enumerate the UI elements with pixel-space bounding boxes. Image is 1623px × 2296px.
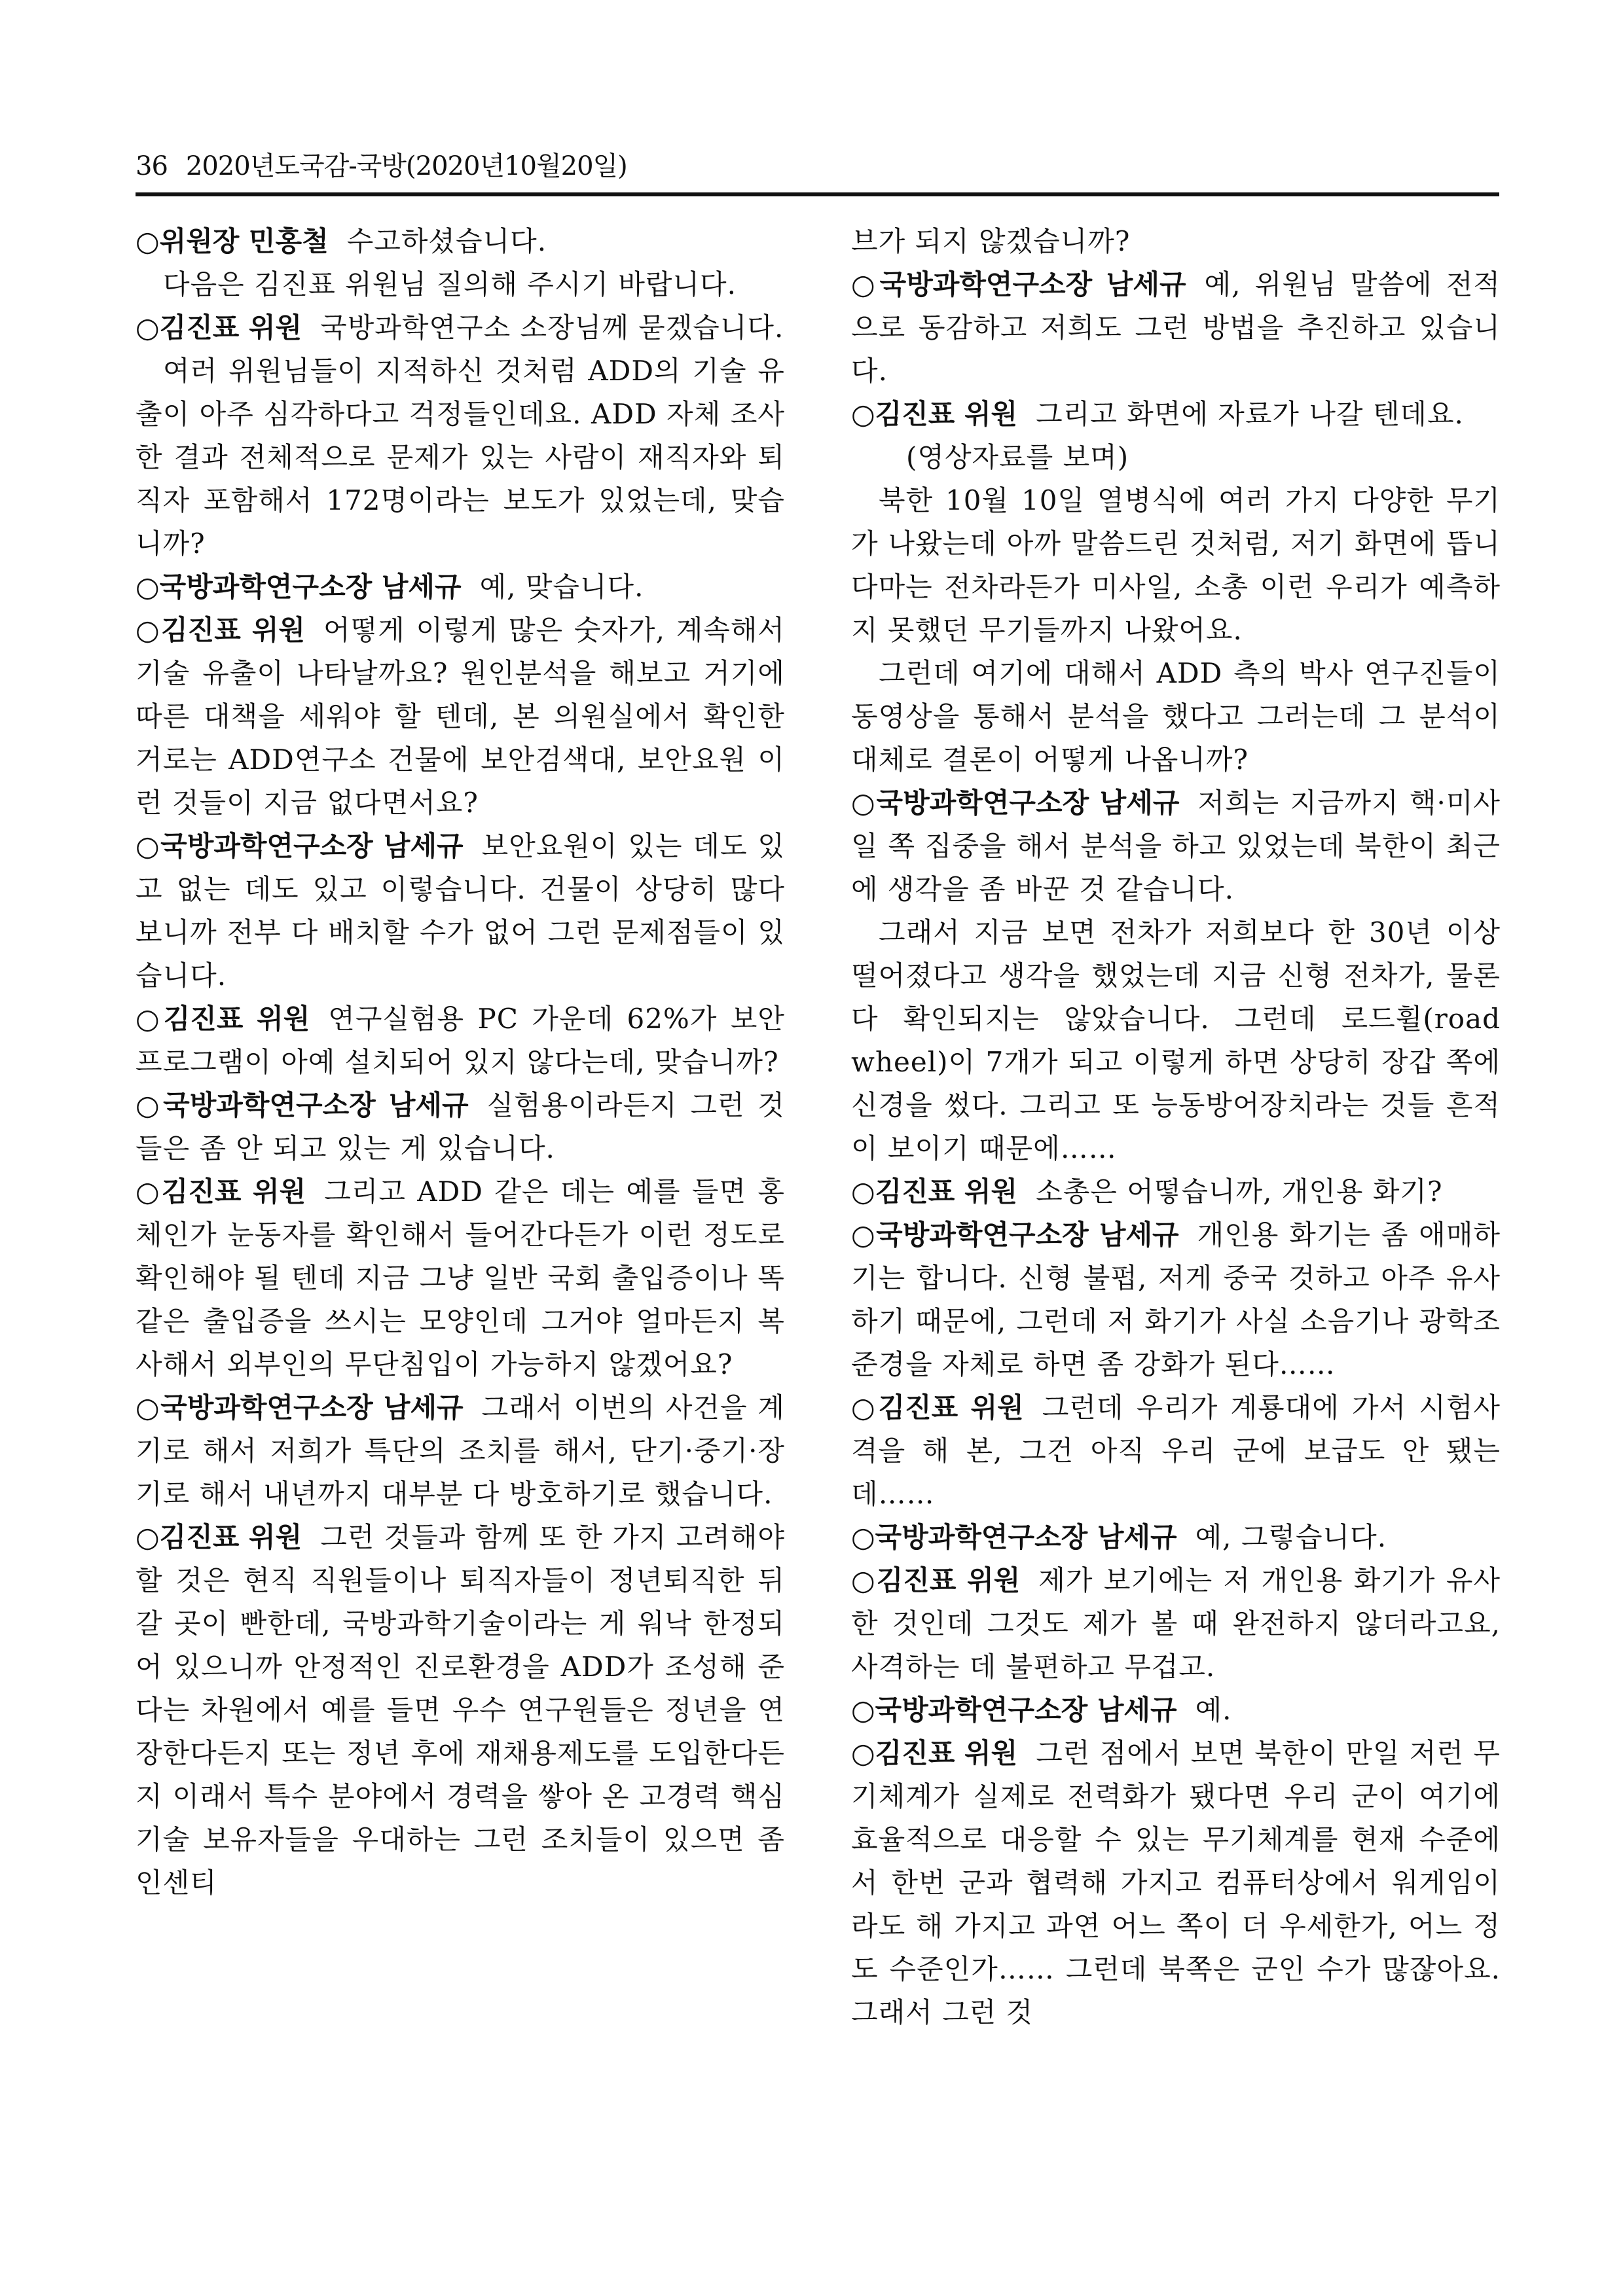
speech-entry bbox=[851, 393, 1501, 436]
speech-text: 그리고 화면에 자료가 나갈 텐데요. bbox=[1036, 398, 1464, 430]
speech-text: 그리고 ADD 같은 데는 예를 들면 홍체인가 눈동자를 확인해서 들어간다든가 이런 정도로 확인해야 될 텐데 지금 그냥 일반 국회 출입증이나 똑같은 출입증을 쓰시는 모양인데 그거야 얼마든지 복사해서 외부인의 무단침입이 가능하지 않겠어요? bbox=[136, 1175, 785, 1380]
speech-text: 다음은 김진표 위원님 질의해 주시기 바랍니다. bbox=[163, 268, 737, 300]
speech-text: 소총은 어떻습니까, 개인용 화기? bbox=[1036, 1175, 1443, 1208]
speech-entry bbox=[136, 609, 785, 825]
speech-entry bbox=[136, 306, 785, 350]
paragraph bbox=[136, 350, 785, 565]
speech-text: 여러 위원님들이 지적하신 것처럼 ADD의 기술 유출이 아주 심각하다고 걱정들인데요. ADD 자체 조사한 결과 전체적으로 문제가 있는 사람이 재직자와 퇴직자 포함해서 172명이라는 보도가 있었는데, 맞습니까? bbox=[136, 355, 785, 560]
paragraph bbox=[851, 652, 1501, 781]
speech-text: 예, 그렇습니다. bbox=[1195, 1521, 1387, 1553]
speech-entry bbox=[136, 1170, 785, 1386]
speech-text: 그래서 이번의 사건을 계기로 해서 저희가 특단의 조치를 해서, 단기·중기·장기로 해서 내년까지 대부분 다 방호하기로 했습니다. bbox=[136, 1391, 785, 1510]
speaker-name: ○국방과학연구소장 남세규 bbox=[851, 1694, 1177, 1726]
speech-text: 제가 보기에는 저 개인용 화기가 유사한 것인데 그것도 제가 볼 때 완전하지 않더라고요, 사격하는 데 불편하고 무겁고. bbox=[851, 1564, 1501, 1683]
speech-entry bbox=[851, 1559, 1501, 1689]
paragraph bbox=[851, 436, 1501, 479]
paragraph bbox=[851, 911, 1501, 1170]
speech-text: 연구실험용 PC 가운데 62%가 보안프로그램이 아예 설치되어 있지 않다는데, 맞습니까? bbox=[136, 1003, 785, 1078]
speech-entry bbox=[136, 997, 785, 1084]
speaker-name: ○위원장 민홍철 bbox=[136, 225, 329, 257]
speech-entry bbox=[851, 1689, 1501, 1732]
speech-entry bbox=[851, 1213, 1501, 1386]
speech-text: 그런데 여기에 대해서 ADD 측의 박사 연구진들이 동영상을 통해서 분석을 했다고 그러는데 그 분석이 대체로 결론이 어떻게 나옵니까? bbox=[851, 657, 1501, 776]
speech-text: 국방과학연구소 소장님께 묻겠습니다. bbox=[320, 312, 784, 344]
speech-text: 브가 되지 않겠습니까? bbox=[851, 225, 1131, 257]
speech-text: 예, 맞습니다. bbox=[479, 571, 644, 603]
speech-text: 보안요원이 있는 데도 있고 없는 데도 있고 이렇습니다. 건물이 상당히 많다 보니까 전부 다 배치할 수가 없어 그런 문제점들이 있습니다. bbox=[136, 830, 785, 992]
speaker-name: ○김진표 위원 bbox=[851, 1175, 1018, 1208]
left-column bbox=[136, 220, 785, 1905]
speech-entry bbox=[136, 220, 785, 263]
speech-text: (영상자료를 보며) bbox=[906, 441, 1129, 473]
speech-entry bbox=[136, 565, 785, 609]
speech-text: 북한 10월 10일 열병식에 여러 가지 다양한 무기가 나왔는데 아까 말씀드린 것처럼, 저기 화면에 뜹니다마는 전차라든가 미사일, 소총 이런 우리가 예측하지 못했던 무기들까지 나왔어요. bbox=[851, 484, 1501, 646]
paragraph bbox=[851, 220, 1501, 263]
speaker-name: ○김진표 위원 bbox=[136, 614, 305, 646]
speaker-name: ○국방과학연구소장 남세규 bbox=[136, 571, 462, 603]
speech-entry bbox=[851, 1386, 1501, 1516]
speech-entry bbox=[851, 1170, 1501, 1213]
speaker-name: ○국방과학연구소장 남세규 bbox=[851, 1219, 1179, 1251]
speech-entry bbox=[136, 1516, 785, 1905]
speech-text: 개인용 화기는 좀 애매하기는 합니다. 신형 불펍, 저게 중국 것하고 아주 유사하기 때문에, 그런데 저 화기가 사실 소음기나 광학조준경을 자체로 하면 좀 강화가 된다…… bbox=[851, 1219, 1501, 1380]
speech-text: 그래서 지금 보면 전차가 저희보다 한 30년 이상 떨어졌다고 생각을 했었는데 지금 신형 전차가, 물론 다 확인되지는 않았습니다. 그런데 로드휠(road wheel)이 7개가 되고 이렇게 하면 상당히 장갑 쪽에 신경을 썼다. 그리고 또 능동방어장치라는 것들 흔적이 보이기 때문에…… bbox=[851, 916, 1501, 1164]
paragraph bbox=[136, 263, 785, 306]
document-title: 2020년도국감-국방(2020년10월20일) bbox=[185, 151, 627, 181]
running-header bbox=[136, 145, 627, 183]
speaker-name: ○김진표 위원 bbox=[136, 1175, 306, 1208]
speech-entry bbox=[851, 1732, 1501, 2034]
speech-text: 실험용이라든지 그런 것들은 좀 안 되고 있는 게 있습니다. bbox=[136, 1089, 786, 1164]
page-number: 36 bbox=[136, 151, 168, 181]
right-column bbox=[851, 220, 1501, 2034]
speech-text: 저희는 지금까지 핵·미사일 쪽 집중을 해서 분석을 하고 있었는데 북한이 최근에 생각을 좀 바꾼 것 같습니다. bbox=[851, 787, 1501, 905]
header-rule bbox=[136, 192, 1499, 196]
speaker-name: ○국방과학연구소장 남세규 bbox=[136, 1391, 464, 1424]
speech-text: 그런 것들과 함께 또 한 가지 고려해야 할 것은 현직 직원들이나 퇴직자들이 정년퇴직한 뒤 갈 곳이 빤한데, 국방과학기술이라는 게 워낙 한정되어 있으니까 안정적인 진로환경을 ADD가 조성해 준다는 차원에서 예를 들면 우수 연구원들은 정년을 연장한다든지 또는 정년 후에 재채용제도를 도입한다든지 이래서 특수 분야에서 경력을 쌓아 온 고경력 핵심기술 보유자들을 우대하는 그런 조치들이 있으면 좀 인센티 bbox=[136, 1521, 786, 1899]
speaker-name: ○국방과학연구소장 남세규 bbox=[851, 1521, 1177, 1553]
speech-entry bbox=[851, 1516, 1501, 1559]
speaker-name: ○김진표 위원 bbox=[136, 312, 302, 344]
speaker-name: ○김진표 위원 bbox=[136, 1003, 310, 1035]
speaker-name: ○김진표 위원 bbox=[136, 1521, 302, 1553]
speech-entry bbox=[136, 825, 785, 997]
speaker-name: ○김진표 위원 bbox=[851, 398, 1018, 430]
speech-entry bbox=[136, 1386, 785, 1516]
speaker-name: ○김진표 위원 bbox=[851, 1737, 1018, 1769]
speech-text: 그런데 우리가 계룡대에 가서 시험사격을 해 본, 그건 아직 우리 군에 보급도 안 됐는데…… bbox=[851, 1391, 1501, 1510]
speaker-name: ○김진표 위원 bbox=[851, 1564, 1021, 1596]
speaker-name: ○김진표 위원 bbox=[851, 1391, 1024, 1424]
speech-text: 예, 위원님 말씀에 전적으로 동감하고 저희도 그런 방법을 추진하고 있습니다. bbox=[851, 268, 1501, 387]
speech-entry bbox=[851, 781, 1501, 911]
speaker-name: ○국방과학연구소장 남세규 bbox=[851, 787, 1180, 819]
speaker-name: ○국방과학연구소장 남세규 bbox=[136, 1089, 469, 1121]
paragraph bbox=[851, 479, 1501, 652]
speech-entry bbox=[136, 1084, 785, 1170]
speech-text: 예. bbox=[1195, 1694, 1232, 1726]
speech-text: 수고하셨습니다. bbox=[346, 225, 547, 257]
speech-entry bbox=[851, 263, 1501, 393]
speaker-name: ○국방과학연구소장 남세규 bbox=[136, 830, 464, 862]
speaker-name: ○국방과학연구소장 남세규 bbox=[851, 268, 1186, 300]
speech-text: 어떻게 이렇게 많은 숫자가, 계속해서 기술 유출이 나타날까요? 원인분석을 해보고 거기에 따른 대책을 세워야 할 텐데, 본 의원실에서 확인한 거로는 ADD연구소 건물에 보안검색대, 보안요원 이런 것들이 지금 없다면서요? bbox=[136, 614, 785, 819]
speech-text: 그런 점에서 보면 북한이 만일 저런 무기체계가 실제로 전력화가 됐다면 우리 군이 여기에 효율적으로 대응할 수 있는 무기체계를 현재 수준에서 한번 군과 협력해 가지고 컴퓨터상에서 워게임이라도 해 가지고 과연 어느 쪽이 더 우세한가, 어느 정도 수준인가…… 그런데 북쪽은 군인 수가 많잖아요. 그래서 그런 것 bbox=[851, 1737, 1501, 2028]
